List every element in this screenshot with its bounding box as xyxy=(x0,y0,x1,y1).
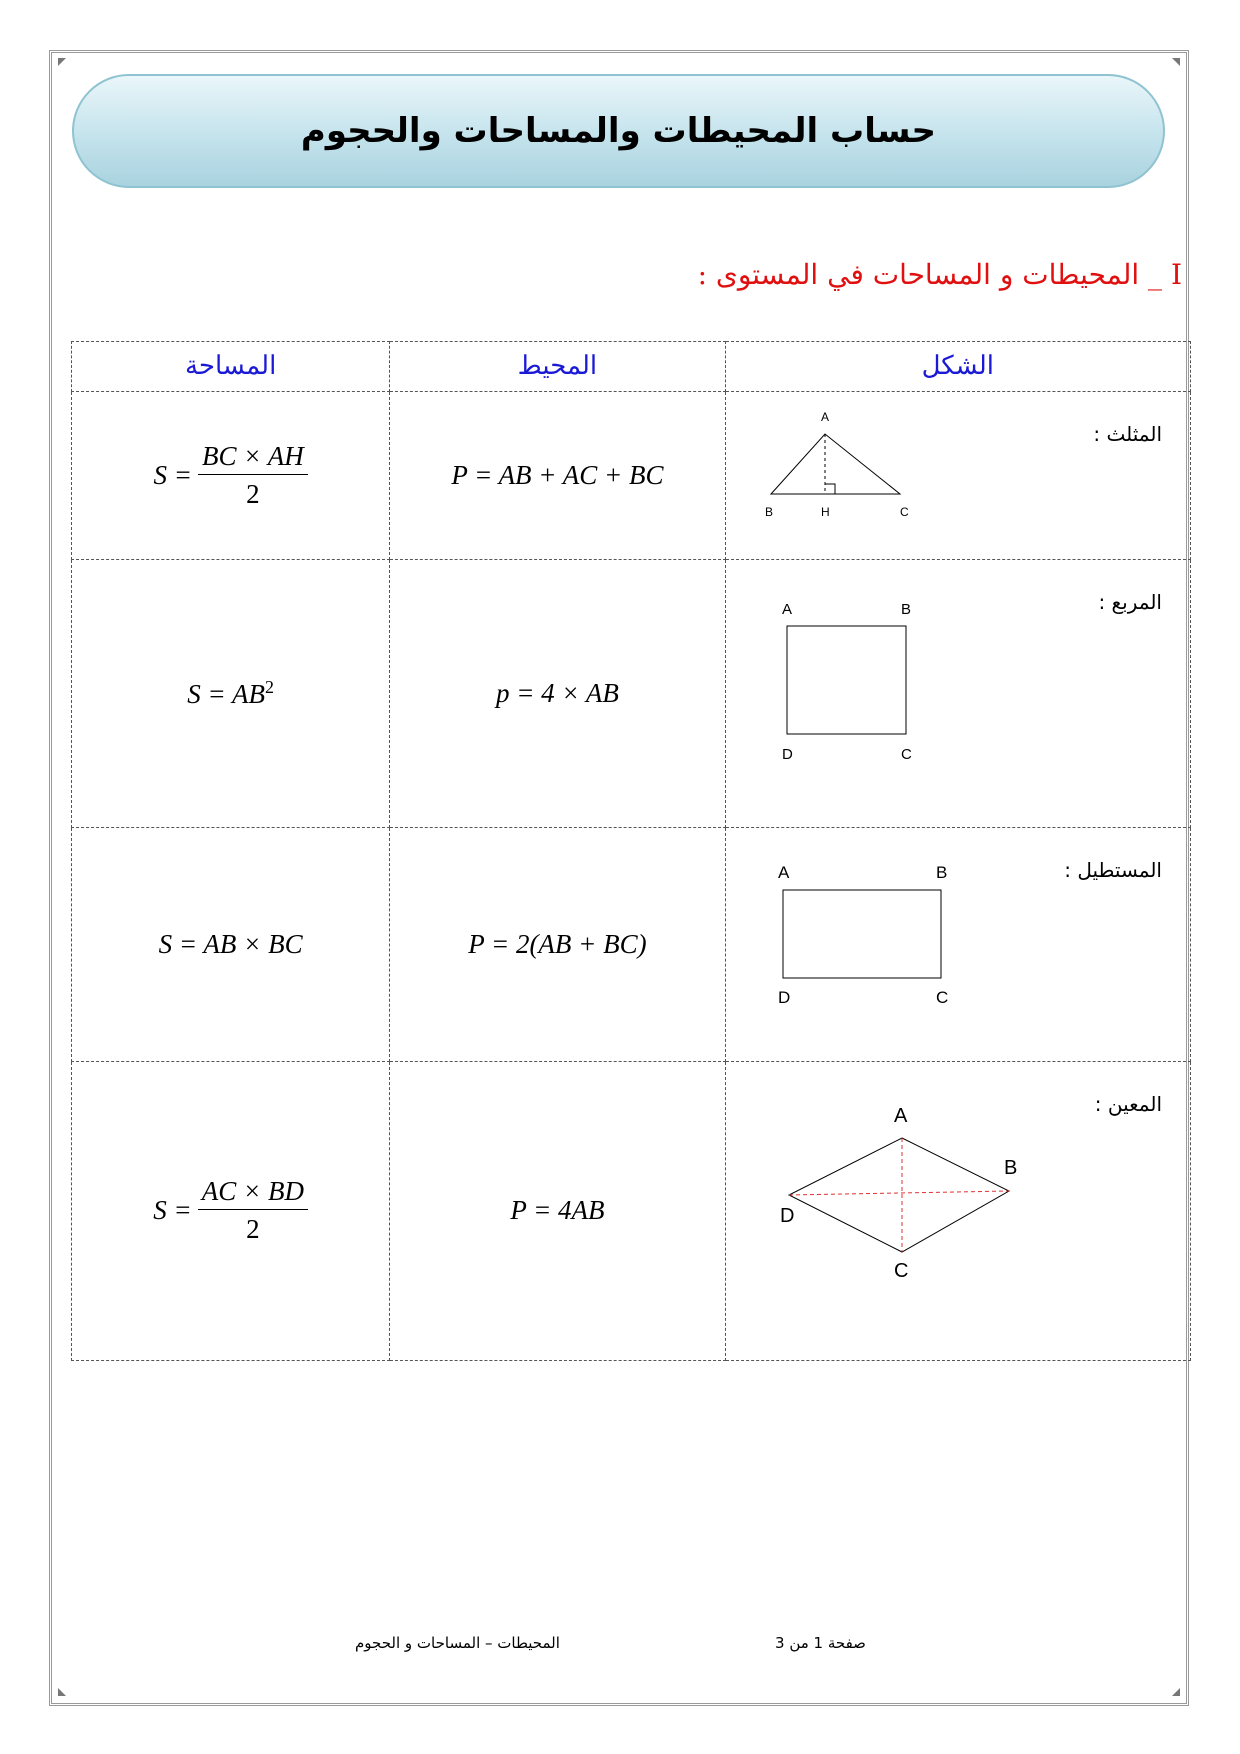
shape-name-rectangle: المستطيل : xyxy=(1064,857,1162,882)
header-area: المساحة xyxy=(72,342,390,392)
point-label-a: A xyxy=(893,1104,907,1127)
point-label-b: B xyxy=(1003,1156,1017,1179)
frame-corner-ornament xyxy=(58,58,66,66)
footer-title: المحيطات – المساحات و الحجوم xyxy=(355,1634,560,1652)
header-perimeter: المحيط xyxy=(390,342,725,392)
rhombus-diagram xyxy=(726,1062,1191,1332)
table-row-rhombus xyxy=(72,1061,1191,1360)
square-diagram xyxy=(726,560,1191,801)
title-banner xyxy=(72,74,1165,188)
area-formula-rhombus: S = $\frac{AC \times BD}{2}$ xyxy=(72,1061,390,1360)
rhombus-diagonal-bd xyxy=(789,1191,1009,1195)
rectangle-shape xyxy=(783,890,941,978)
formulas-table xyxy=(71,341,1191,1361)
point-label-c: C xyxy=(935,987,948,1007)
table-header-row xyxy=(72,342,1191,392)
footer-page-number: صفحة 1 من 3 xyxy=(775,1634,866,1652)
frame-corner-ornament xyxy=(1172,1688,1180,1696)
frame-corner-ornament xyxy=(58,1688,66,1696)
point-label-c: C xyxy=(893,1259,909,1282)
area-formula-rectangle: S = AB × BC xyxy=(72,827,390,1061)
rhombus-shape xyxy=(789,1138,1009,1252)
table-row-square xyxy=(72,560,1191,827)
triangle-diagram xyxy=(726,392,1191,544)
perimeter-formula-rhombus: P = 4AB xyxy=(390,1061,725,1360)
shape-cell-triangle xyxy=(725,391,1190,560)
fraction: $\frac{AC \times BD}{2}$ xyxy=(198,1176,308,1245)
point-label-a: A xyxy=(820,409,829,424)
point-label-b: B xyxy=(900,601,911,619)
point-label-b: B xyxy=(935,862,947,882)
shape-name-square: المربع : xyxy=(1098,590,1162,615)
shape-cell-rectangle xyxy=(725,827,1190,1061)
section-heading: I _ المحيطات و المساحات في المستوى : xyxy=(697,258,1182,291)
shape-name-triangle: المثلث : xyxy=(1093,421,1162,446)
shape-cell-square xyxy=(725,560,1190,827)
page-title: حساب المحيطات والمساحات والحجوم xyxy=(300,111,937,151)
point-label-b: B xyxy=(764,504,773,519)
point-label-d: D xyxy=(781,746,793,764)
frame-corner-ornament xyxy=(1172,58,1180,66)
point-label-a: A xyxy=(777,862,789,882)
point-label-c: C xyxy=(899,504,909,519)
point-label-d: D xyxy=(779,1204,795,1227)
shape-cell-rhombus xyxy=(725,1061,1190,1360)
rectangle-diagram xyxy=(726,828,1191,1039)
point-label-a: A xyxy=(781,601,792,619)
area-formula-triangle: S = $\frac{BC \times AH}{2}$ xyxy=(72,391,390,560)
point-label-d: D xyxy=(777,987,790,1007)
square-shape xyxy=(787,626,906,734)
fraction: $\frac{BC \times AH}{2}$ xyxy=(198,441,308,510)
right-angle-mark xyxy=(825,484,835,494)
point-label-h: H xyxy=(820,504,830,519)
point-label-c: C xyxy=(900,746,912,764)
perimeter-formula-square: p = 4 × AB xyxy=(390,560,725,827)
perimeter-formula-rectangle: P = 2(AB + BC) xyxy=(390,827,725,1061)
shape-name-rhombus: المعين : xyxy=(1094,1091,1162,1116)
area-formula-square: $S = AB^2$ xyxy=(72,560,390,827)
table-row-rectangle xyxy=(72,827,1191,1061)
table-row-triangle xyxy=(72,391,1191,560)
header-shape: الشكل xyxy=(725,342,1190,392)
perimeter-formula-triangle: P = AB + AC + BC xyxy=(390,391,725,560)
